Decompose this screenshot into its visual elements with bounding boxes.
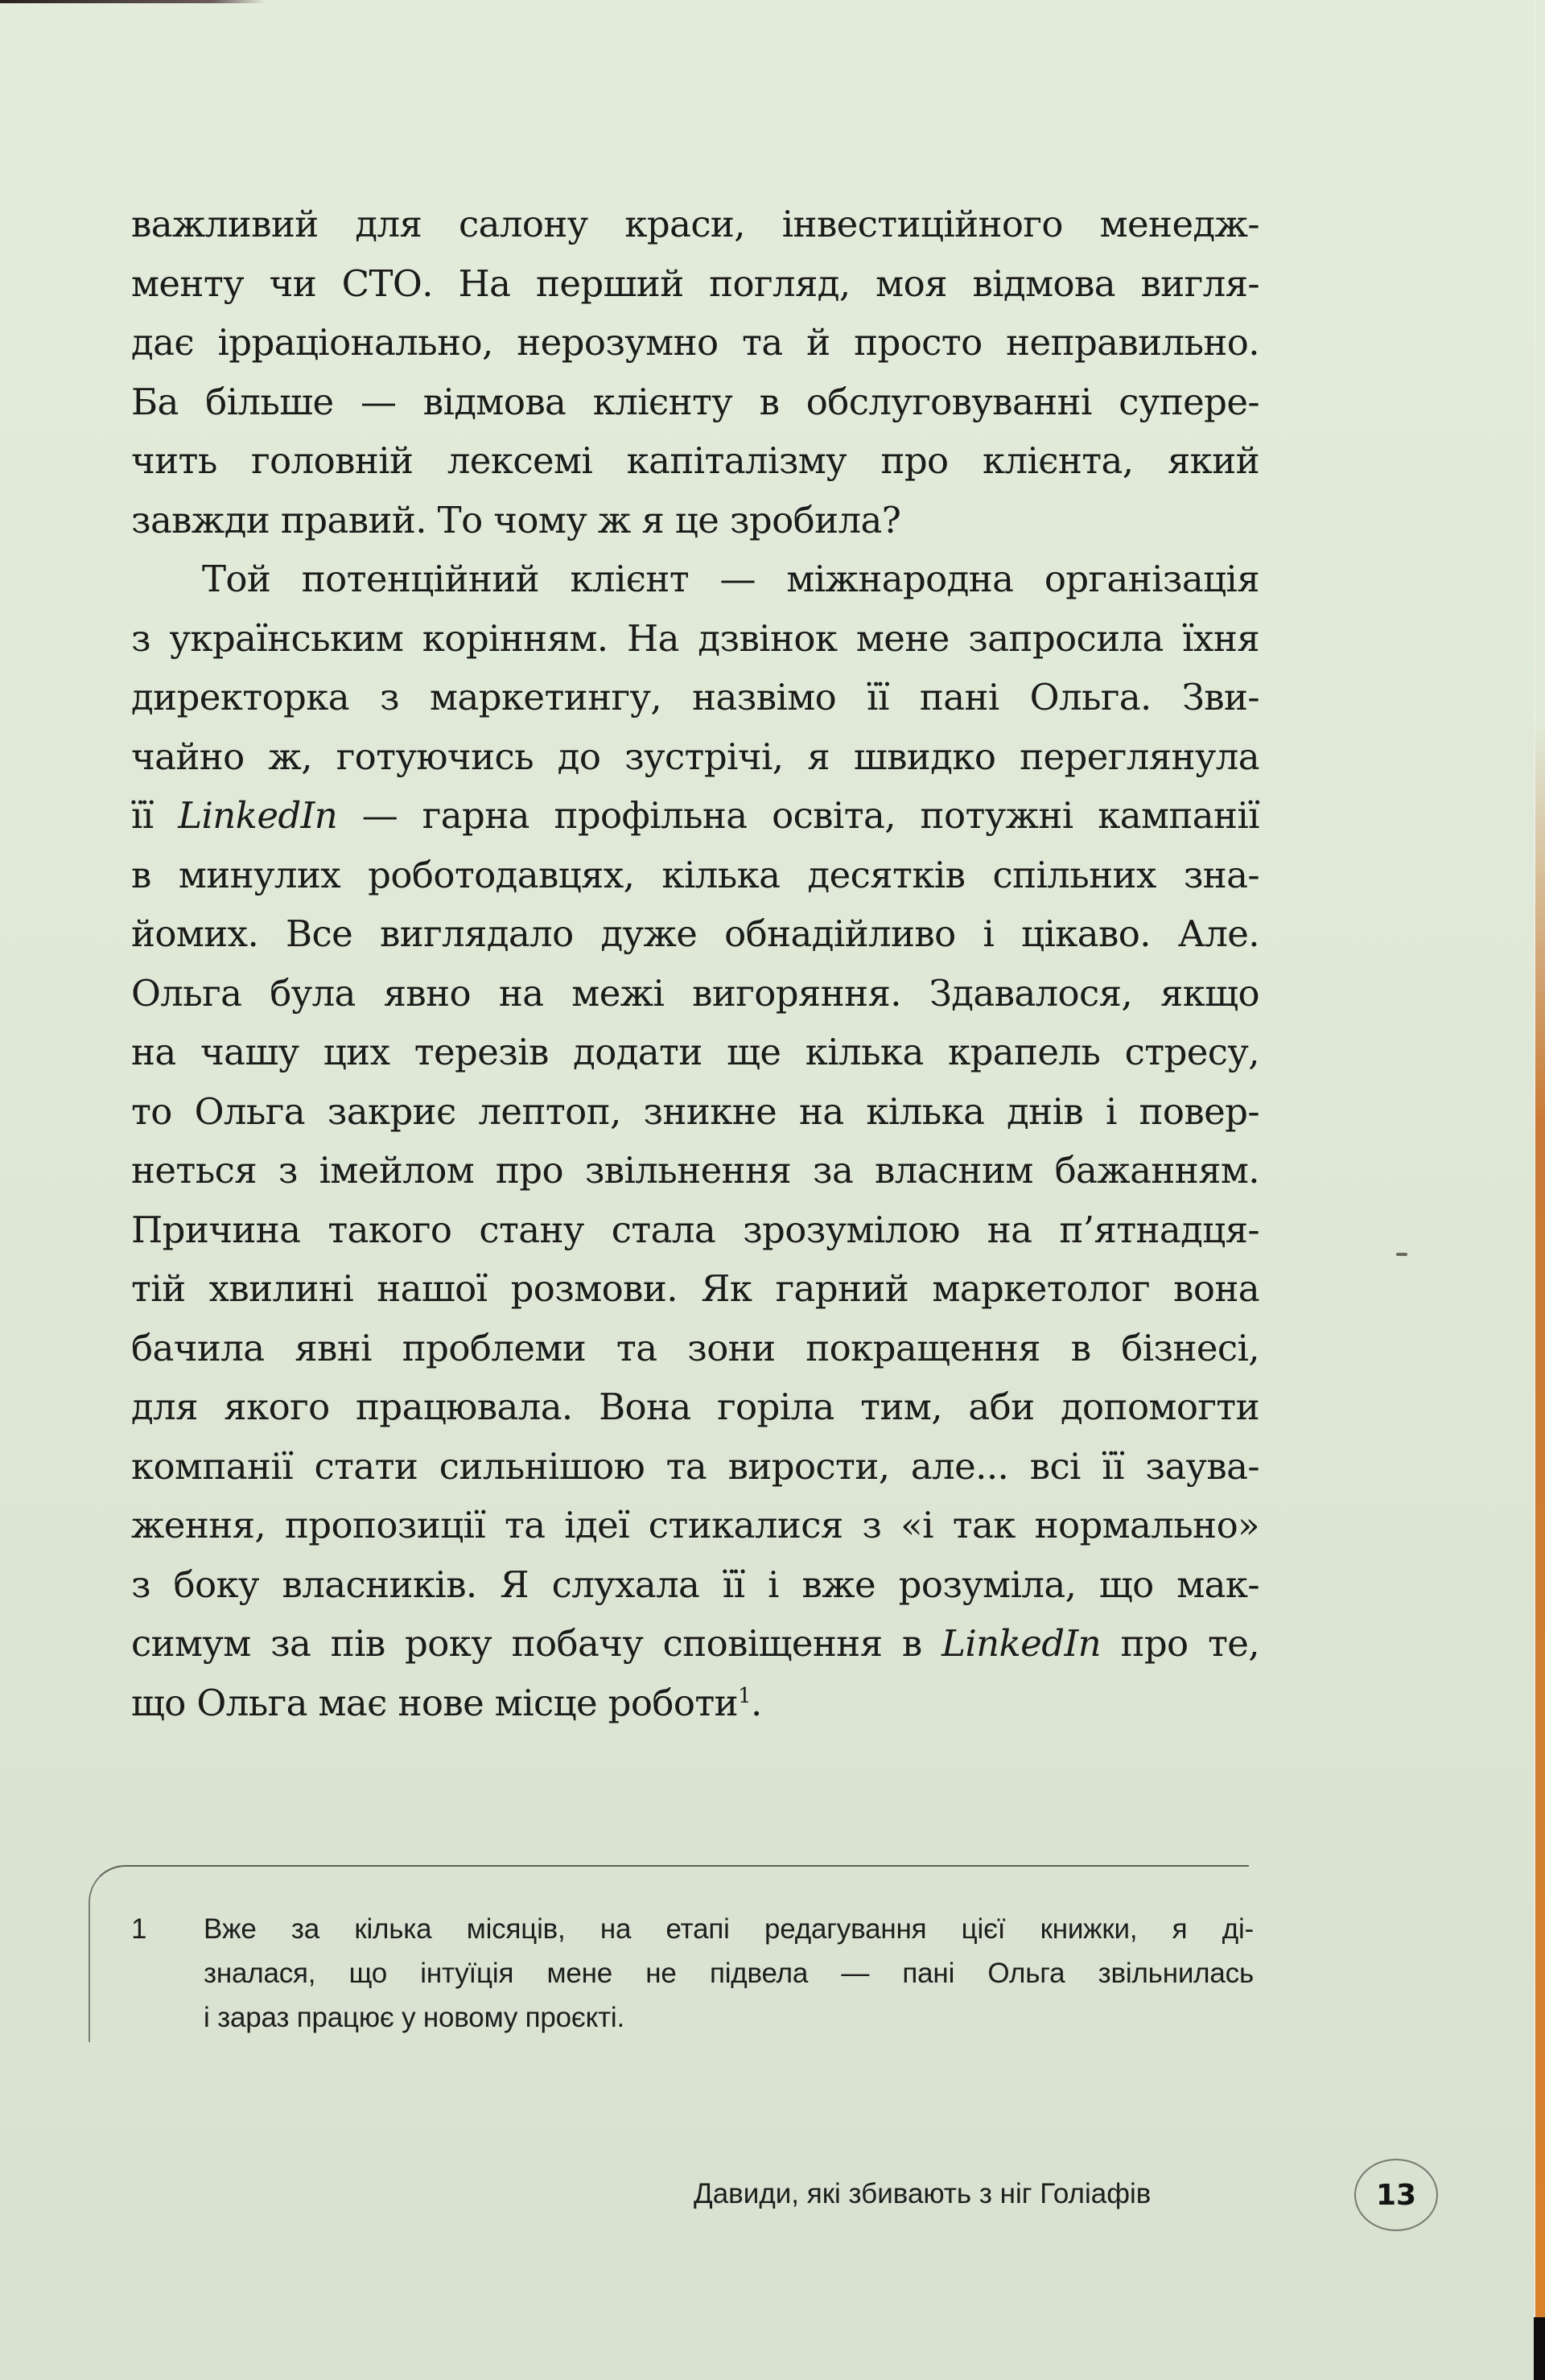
background-corner — [1534, 2317, 1545, 2380]
footnote-line: зналася, що інтуїція мене не підвела — пані Ольга звільнилась — [204, 1958, 1254, 1989]
footnote-text — [204, 1907, 1254, 2040]
linkedin-italic: LinkedIn — [941, 1622, 1102, 1665]
text-line-last — [131, 1674, 1259, 1733]
text-line: чить головній лексемі капіталізму про клієнта, який — [131, 439, 1259, 482]
text-line: чайно ж, готуючись до зустрічі, я швидко переглянула — [131, 735, 1259, 778]
text-fragment: — гарна профільна освіта, потужні кампанії — [361, 794, 1259, 837]
paragraph-start-line: Той потенційний клієнт — міжнародна організація — [202, 558, 1259, 600]
text-line: для якого працювала. Вона горіла тим, аби допомогти — [131, 1386, 1259, 1428]
text-fragment: що Ольга має нове місце роботи — [131, 1681, 739, 1724]
paper-speck — [1396, 1253, 1407, 1256]
footnote-number: 1 — [131, 1913, 147, 1945]
text-line: Ольга була явно на межі вигоряння. Здавалося, якщо — [131, 971, 1259, 1015]
text-line: дає ірраціонально, нерозумно та й просто неправильно. — [131, 321, 1259, 364]
text-line: менту чи СТО. На перший погляд, моя відмова вигля- — [131, 261, 1259, 305]
page-number-value: 13 — [1375, 2178, 1417, 2212]
footnote-line: і зараз працює у новому проєкті. — [204, 2002, 625, 2033]
running-title: Давиди, які збивають з ніг Голіафів — [694, 2178, 1152, 2209]
text-line: Ба більше — відмова клієнту в обслуговуванні супере- — [131, 380, 1259, 423]
text-line: в минулих роботодавцях, кілька десятків спільних зна- — [131, 853, 1259, 896]
text-fragment: про те, — [1120, 1622, 1259, 1665]
text-line-with-linkedin — [131, 786, 1259, 846]
text-line: тій хвилині нашої розмови. Як гарний маркетолог вона — [131, 1267, 1259, 1310]
text-line: ження, пропозиції та ідеї стикалися з «і так нормально» — [131, 1504, 1259, 1546]
text-line: Причина такого стану стала зрозумілою на п’ятнадця- — [131, 1208, 1259, 1251]
linkedin-italic: LinkedIn — [178, 794, 338, 837]
text-line: з українським корінням. На дзвінок мене запросила їхня — [131, 616, 1259, 660]
scan-top-edge — [0, 0, 266, 3]
text-line-with-linkedin — [131, 1614, 1259, 1674]
text-line: завжди правий. То чому ж я це зробила? — [131, 498, 901, 541]
text-line: бачила явні проблеми та зони покращення в бізнесі, — [131, 1326, 1259, 1369]
text-fragment: симум за пів року побачу сповіщення в — [131, 1622, 922, 1665]
period: . — [751, 1681, 762, 1724]
main-text — [131, 195, 1259, 1732]
text-line: неться з імейлом про звільнення за власним бажанням. — [131, 1149, 1259, 1192]
footnote-reference[interactable]: 1 — [738, 1683, 752, 1708]
page-number — [1354, 2159, 1438, 2231]
text-line: йомих. Все виглядало дуже обнадійливо і цікаво. Але. — [131, 912, 1259, 955]
text-line: важливий для салону краси, інвестиційного менедж- — [131, 203, 1259, 245]
book-cover-edge — [1535, 724, 1545, 2317]
text-line: з боку власників. Я слухала її і вже розуміла, що мак- — [131, 1563, 1259, 1606]
pronoun: її — [131, 794, 154, 837]
text-line: то Ольга закриє лептоп, зникне на кілька днів і повер- — [131, 1089, 1259, 1133]
text-line: на чашу цих терезів додати ще кілька крапель стресу, — [131, 1031, 1259, 1073]
text-line: директорка з маркетингу, назвімо її пані Ольга. Зви- — [131, 676, 1259, 719]
text-line: компанії стати сильнішою та вирости, але... всі її заува- — [131, 1444, 1259, 1488]
footnote-line: Вже за кілька місяців, на етапі редагування цієї книжки, я ді- — [204, 1913, 1254, 1945]
